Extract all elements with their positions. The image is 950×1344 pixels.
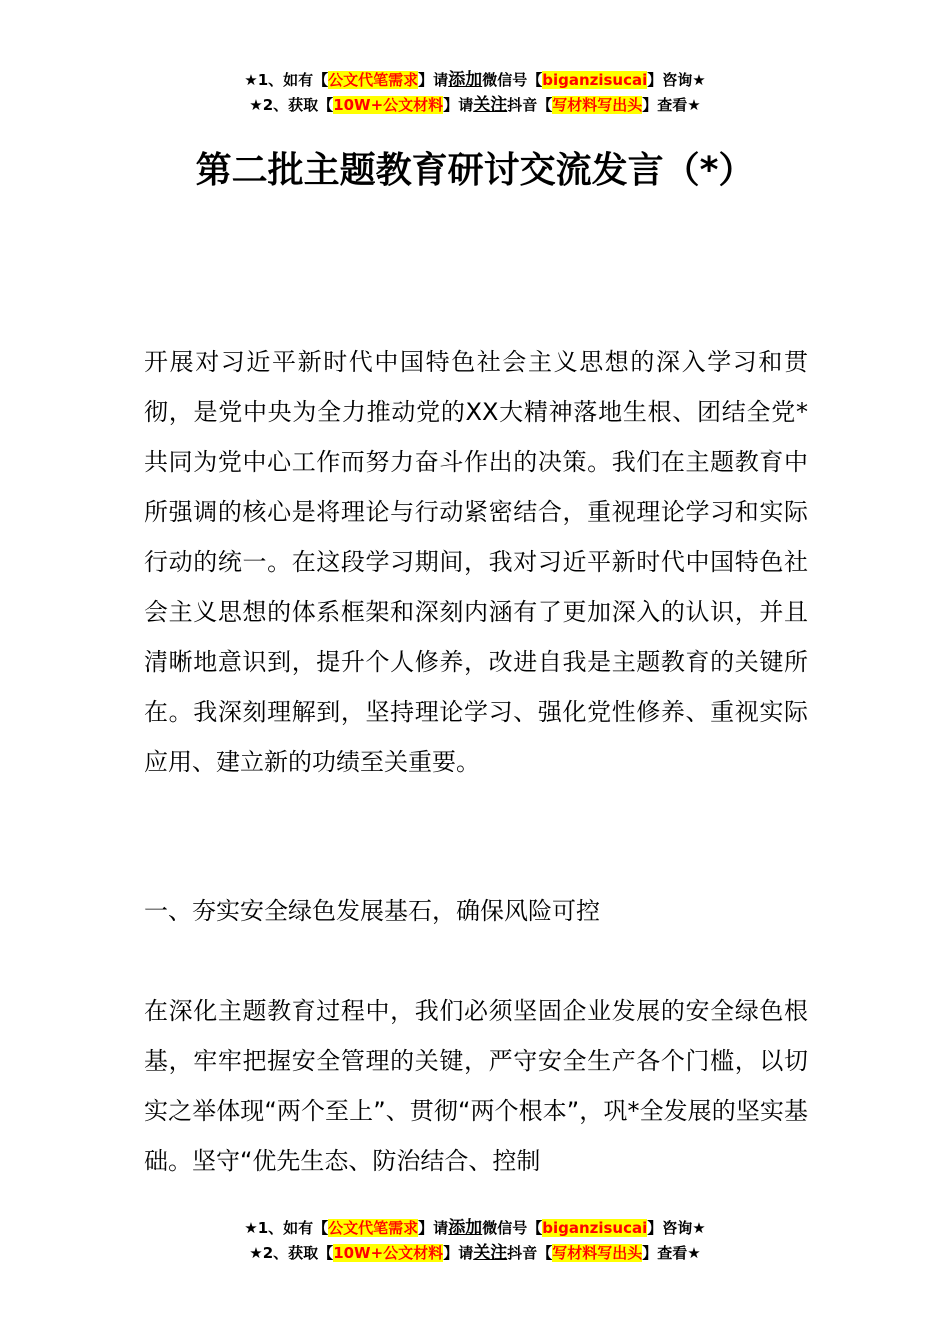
banner-text: 抖音【 [507,1244,553,1262]
banner-text: 】查看★ [642,96,701,114]
body-paragraph-2: 在深化主题教育过程中，我们必须坚固企业发展的安全绿色根基，牢牢把握安全管理的关键，严守安全生产各个门槛，以切实之举体现“两个至上”、贯彻“两个根本”，巩*全发展的坚实基础。坚守“优先生态、防治结合、控制 [144,997,808,1175]
banner-text: ★2、获取【 [249,96,334,114]
banner-highlight: 公文代笔需求 [328,1219,419,1237]
banner-text: ★1、如有【 [244,71,329,89]
banner-line-2 [0,1241,950,1266]
banner-text: 微信号【 [482,1219,543,1237]
section-heading-1: 一、夯实安全绿色发展基石，确保风险可控 [144,897,600,925]
banner-text: 】咨询★ [647,71,706,89]
banner-underline: 关注 [473,95,508,115]
banner-text: 】咨询★ [647,1219,706,1237]
banner-text: ★2、获取【 [249,1244,334,1262]
banner-text: 】请 [443,96,474,114]
banner-text: 】查看★ [642,1244,701,1262]
banner-text: 】请 [418,1219,449,1237]
banner-text: ★1、如有【 [244,1219,329,1237]
banner-text: 】请 [418,71,449,89]
banner-highlight: biganzisucai [542,1219,648,1237]
banner-line-1 [0,68,950,93]
body-paragraph-1: 开展对习近平新时代中国特色社会主义思想的深入学习和贯彻，是党中央为全力推动党的XX大精神落地生根、团结全党*共同为党中心工作而努力奋斗作出的决策。我们在主题教育中所强调的核心是将理论与行动紧密结合，重视理论学习和实际行动的统一。在这段学习期间，我对习近平新时代中国特色社会主义思想的体系框架和深刻内涵有了更加深入的认识，并且清晰地意识到，提升个人修养，改进自我是主题教育的关键所在。我深刻理解到，坚持理论学习、强化党性修养、重视实际应用、建立新的功绩至关重要。 [144,348,808,776]
banner-underline: 关注 [473,1243,508,1263]
banner-text: 抖音【 [507,96,553,114]
banner-text: 】请 [443,1244,474,1262]
footer-banner [0,1216,950,1266]
header-banner [0,68,950,118]
banner-highlight: 10W+公文材料 [333,1244,444,1262]
banner-highlight: 公文代笔需求 [328,71,419,89]
banner-underline: 添加 [448,70,483,90]
banner-highlight: biganzisucai [542,71,648,89]
banner-line-1 [0,1216,950,1241]
banner-highlight: 写材料写出头 [552,96,643,114]
banner-line-2 [0,93,950,118]
banner-highlight: 写材料写出头 [552,1244,643,1262]
document-title: 第二批主题教育研讨交流发言（*） [195,150,755,191]
banner-highlight: 10W+公文材料 [333,96,444,114]
banner-text: 微信号【 [482,71,543,89]
banner-underline: 添加 [448,1218,483,1238]
